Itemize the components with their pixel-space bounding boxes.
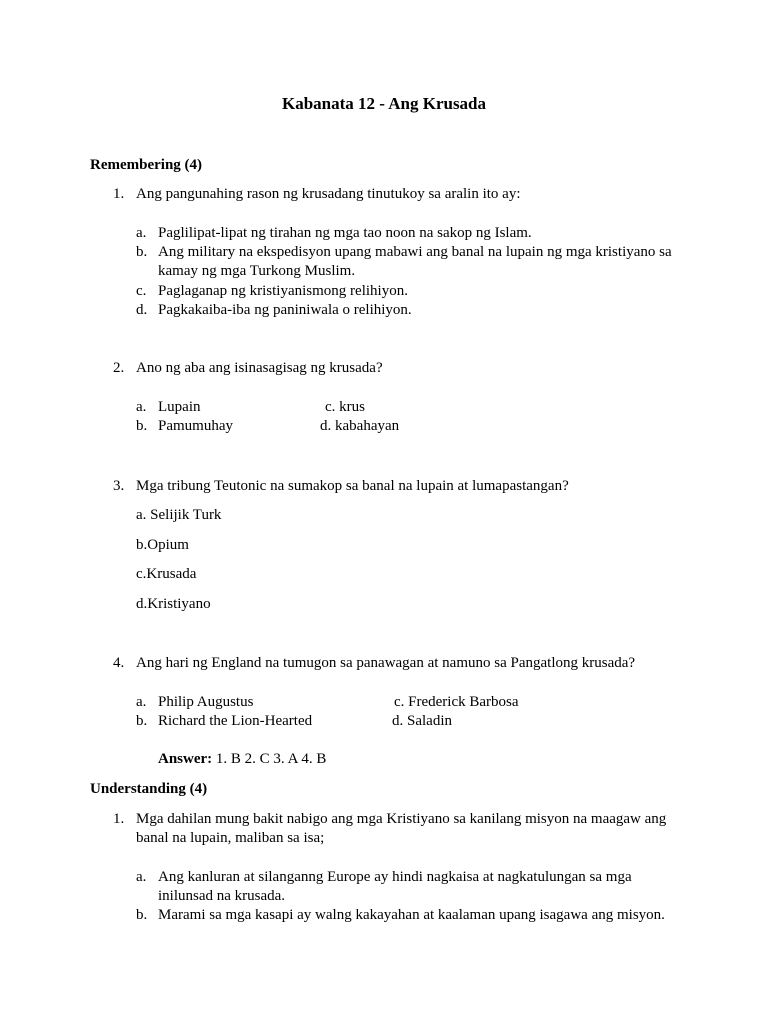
question-text: Ang hari ng England na tumugon sa panawagan at namuno sa Pangatlong krusada? (136, 655, 636, 671)
choice-marker: a. (136, 869, 147, 885)
answer-text: 1. B 2. C 3. A 4. B (215, 751, 327, 767)
choice-text: b.Opium (136, 537, 189, 553)
choice-marker: a. (136, 225, 147, 241)
answer-label: Answer: (158, 751, 213, 767)
choice-marker: c. (136, 283, 147, 299)
choice-text: c. krus (325, 399, 365, 415)
choice-text: Ang kanluran at silanganng Europe ay hindi nagkaisa at nagkatulungan sa mga (158, 869, 632, 885)
choice-text: d. kabahayan (320, 418, 400, 434)
choice-marker: d. (136, 302, 148, 318)
choice-text: d. Saladin (392, 713, 452, 729)
answer-key (158, 750, 326, 769)
question-text: Ano ng aba ang isinasagisag ng krusada? (136, 360, 383, 376)
choice-marker: b. (136, 713, 148, 729)
question-number: 4. (113, 655, 125, 671)
choice-text: Paglilipat-lipat ng tirahan ng mga tao noon na sakop ng Islam. (158, 225, 532, 241)
question-number: 2. (113, 360, 125, 376)
choice-text-continued: inilunsad na krusada. (158, 888, 286, 904)
question-text: Mga dahilan mung bakit nabigo ang mga Kristiyano sa kanilang misyon na maagaw ang (136, 811, 667, 827)
choice-text: Richard the Lion-Hearted (158, 713, 313, 729)
section-heading-understanding: Understanding (4) (90, 781, 208, 797)
page-title: Kabanata 12 - Ang Krusada (281, 94, 487, 113)
choice-text: Lupain (158, 399, 201, 415)
choice-marker: a. (136, 694, 147, 710)
choice-text: Pagkakaiba-iba ng paniniwala o relihiyon. (158, 302, 412, 318)
choice-text-continued: kamay ng mga Turkong Muslim. (158, 263, 356, 279)
question-text: Ang pangunahing rason ng krusadang tinutukoy sa aralin ito ay: (136, 186, 521, 202)
choice-text: d.Kristiyano (136, 596, 211, 612)
choice-marker: b. (136, 907, 148, 923)
choice-marker: a. (136, 399, 147, 415)
choice-marker: b. (136, 418, 148, 434)
question-number: 1. (113, 811, 125, 827)
choice-text: Paglaganap ng kristiyanismong relihiyon. (158, 283, 408, 299)
section-heading-remembering: Remembering (4) (90, 157, 203, 173)
choice-text: Marami sa mga kasapi ay walng kakayahan at kaalaman upang isagawa ang misyon. (158, 907, 665, 923)
question-text-continued: banal na lupain, maliban sa isa; (136, 830, 325, 846)
choice-text: Pamumuhay (158, 418, 233, 434)
question-number: 3. (113, 478, 125, 494)
choice-text: Philip Augustus (158, 694, 254, 710)
question-text: Mga tribung Teutonic na sumakop sa banal na lupain at lumapastangan? (136, 478, 569, 494)
choice-text: a. Selijik Turk (136, 507, 222, 523)
choice-text: c. Frederick Barbosa (394, 694, 519, 710)
choice-text: Ang military na ekspedisyon upang mabawi ang banal na lupain ng mga kristiyano sa (158, 244, 672, 260)
choice-text: c.Krusada (136, 566, 197, 582)
question-number: 1. (113, 186, 125, 202)
choice-marker: b. (136, 244, 148, 260)
